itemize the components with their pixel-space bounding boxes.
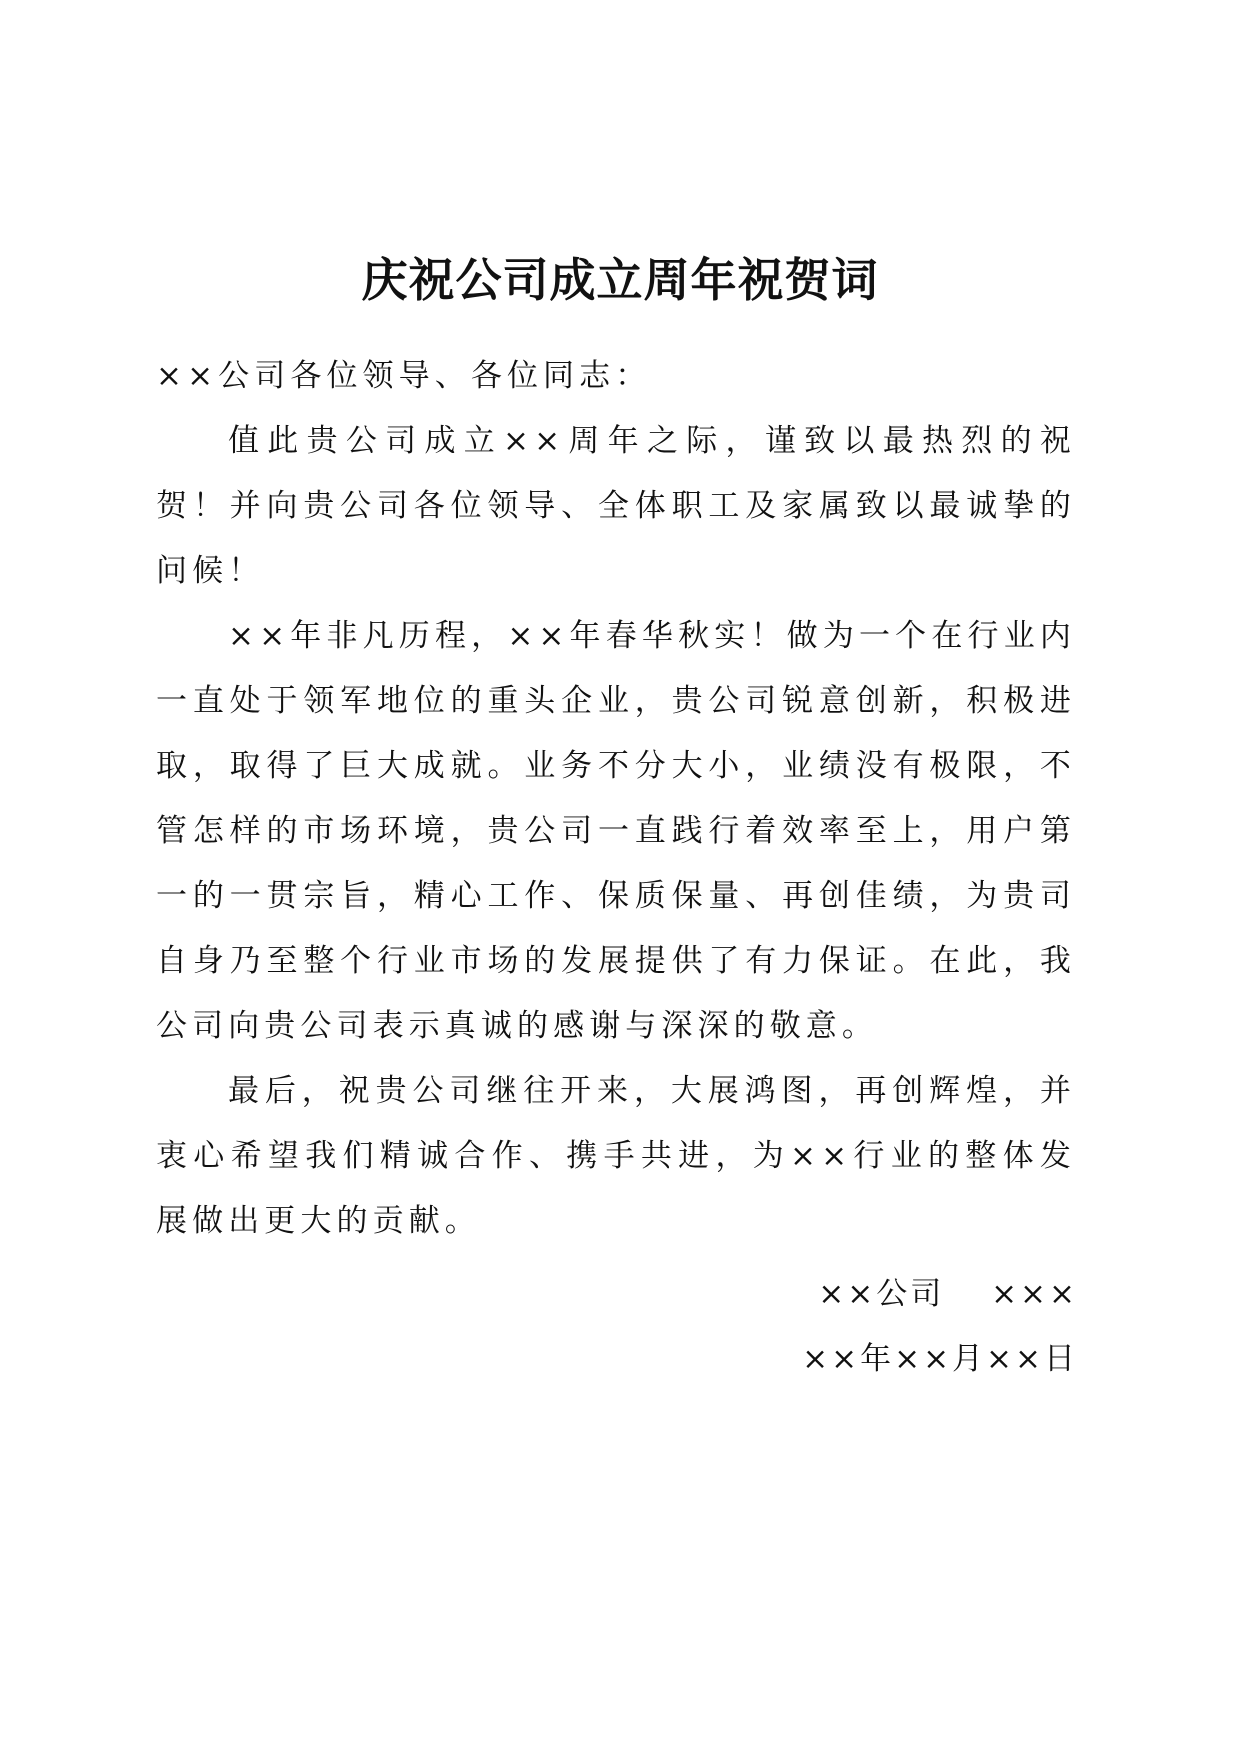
salutation: ××公司各位领导、各位同志： bbox=[156, 358, 652, 394]
paragraph-greeting: 值此贵公司成立××周年之际，谨致以最热烈的祝贺！并向贵公司各位领导、全体职工及家属致以最诚挚的问候！ bbox=[156, 423, 1076, 589]
document-body bbox=[156, 344, 1076, 1254]
signature-company: ××公司 ××× bbox=[818, 1276, 1078, 1312]
paragraph-achievements: ××年非凡历程，××年春华秋实！做为一个在行业内一直处于领军地位的重头企业，贵公司锐意创新，积极进取，取得了巨大成就。业务不分大小，业绩没有极限，不管怎样的市场环境，贵公司一直践行着效率至上，用户第一的一贯宗旨，精心工作、保质保量、再创佳绩，为贵司自身乃至整个行业市场的发展提供了有力保证。在此，我公司向贵公司表示真诚的感谢与深深的敬意。 bbox=[156, 618, 1076, 1044]
signature-date: ××年××月××日 bbox=[802, 1341, 1078, 1377]
paragraph-closing: 最后，祝贵公司继往开来，大展鸿图，再创辉煌，并衷心希望我们精诚合作、携手共进，为××行业的整体发展做出更大的贡献。 bbox=[156, 1073, 1076, 1239]
signature-block bbox=[802, 1262, 1078, 1392]
document-title: 庆祝公司成立周年祝贺词 bbox=[361, 253, 879, 307]
